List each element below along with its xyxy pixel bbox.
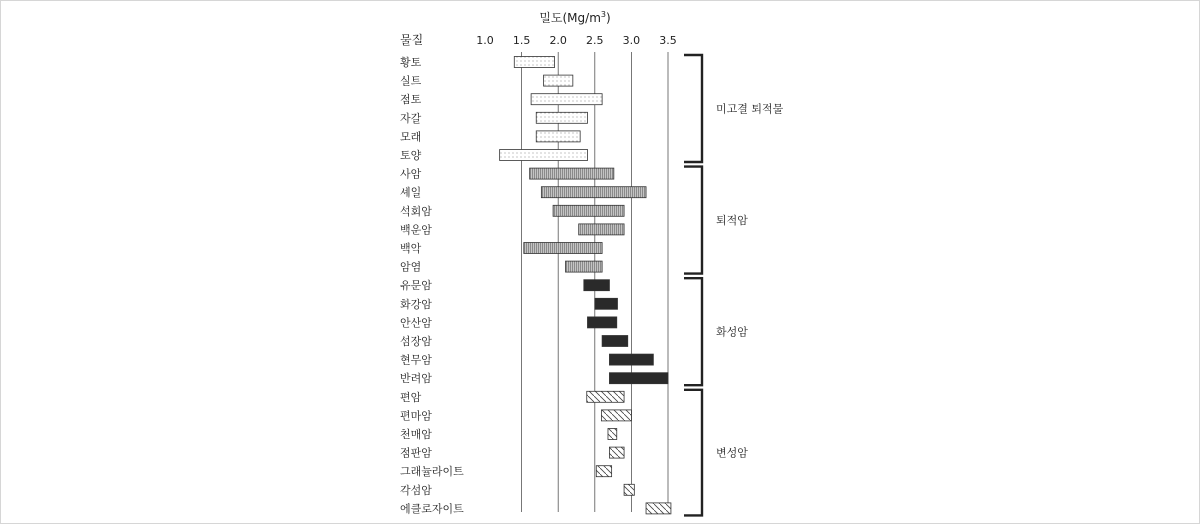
group-bracket: [684, 55, 702, 162]
row-label: 토양: [400, 149, 422, 162]
bar-백악: [524, 243, 602, 254]
row-label: 황토: [400, 56, 422, 69]
row-label: 실트: [400, 74, 422, 88]
row-label: 셰일: [400, 186, 422, 200]
x-axis-ticks: [476, 34, 677, 47]
row-label: 에클로자이트: [400, 502, 464, 516]
bar-점토: [531, 94, 602, 105]
row-label: 백운암: [400, 223, 432, 237]
bar-사암: [530, 168, 614, 179]
row-label: 백악: [400, 242, 422, 255]
bar-반려암: [609, 373, 668, 384]
bar-토양: [500, 150, 588, 161]
group-label: 변성암: [716, 446, 748, 460]
row-label: 천매암: [400, 428, 432, 441]
row-label: 점판암: [400, 446, 432, 460]
row-label: 자갈: [400, 111, 422, 125]
group-label: 화성암: [716, 325, 748, 339]
row-label: 유문암: [400, 279, 432, 293]
row-labels: [400, 55, 464, 515]
row-label: 석회암: [400, 204, 432, 218]
chart-title: 밀도$(Mg/m^3)$: [539, 10, 611, 25]
bar-현무암: [609, 354, 653, 365]
row-label: 섬장암: [400, 335, 432, 348]
x-tick-label: 3.0: [622, 34, 641, 47]
bar-백운암: [579, 224, 624, 235]
row-label: 모래: [400, 130, 422, 144]
bar-셰일: [541, 187, 646, 198]
row-label: 편암: [400, 390, 422, 404]
group-bracket: [684, 390, 702, 516]
bar-편마암: [601, 410, 631, 421]
x-tick-label: 2.0: [549, 34, 567, 47]
bar-각섬암: [624, 484, 634, 495]
bar-황토: [514, 57, 554, 68]
category-header: 물질: [400, 33, 424, 47]
bars: [500, 57, 671, 514]
row-label: 사암: [400, 167, 422, 181]
x-tick-label: 3.5: [659, 34, 677, 47]
bar-섬장암: [602, 336, 628, 347]
bar-편암: [587, 391, 624, 402]
bar-천매암: [608, 429, 617, 440]
bar-안산암: [587, 317, 616, 328]
row-label: 반려암: [400, 372, 432, 386]
x-tick-label: 1.0: [476, 34, 494, 47]
x-tick-label: 2.5: [586, 34, 604, 47]
bar-모래: [536, 131, 580, 142]
bar-점판암: [609, 447, 624, 458]
bar-실트: [544, 75, 573, 86]
bar-암염: [566, 261, 603, 272]
row-label: 현무암: [400, 353, 432, 367]
bar-화강암: [595, 298, 618, 309]
row-label: 화강암: [400, 297, 432, 311]
group-label: 미고결 퇴적물: [716, 102, 784, 116]
group-brackets: [684, 55, 784, 515]
bar-석회암: [553, 205, 624, 216]
x-tick-label: 1.5: [512, 34, 531, 47]
bar-자갈: [536, 112, 587, 123]
row-label: 그래뉼라이트: [400, 465, 464, 479]
group-bracket: [684, 278, 702, 385]
group-label: 퇴적암: [716, 214, 748, 228]
group-bracket: [684, 167, 702, 274]
bar-에클로자이트: [646, 503, 671, 514]
row-label: 각섬암: [400, 483, 432, 497]
bar-유문암: [584, 280, 610, 291]
row-label: 암염: [400, 260, 422, 274]
row-label: 안산암: [400, 316, 432, 330]
bar-그래뉼라이트: [596, 466, 611, 477]
row-label: 점토: [400, 93, 422, 107]
row-label: 편마암: [400, 409, 432, 423]
